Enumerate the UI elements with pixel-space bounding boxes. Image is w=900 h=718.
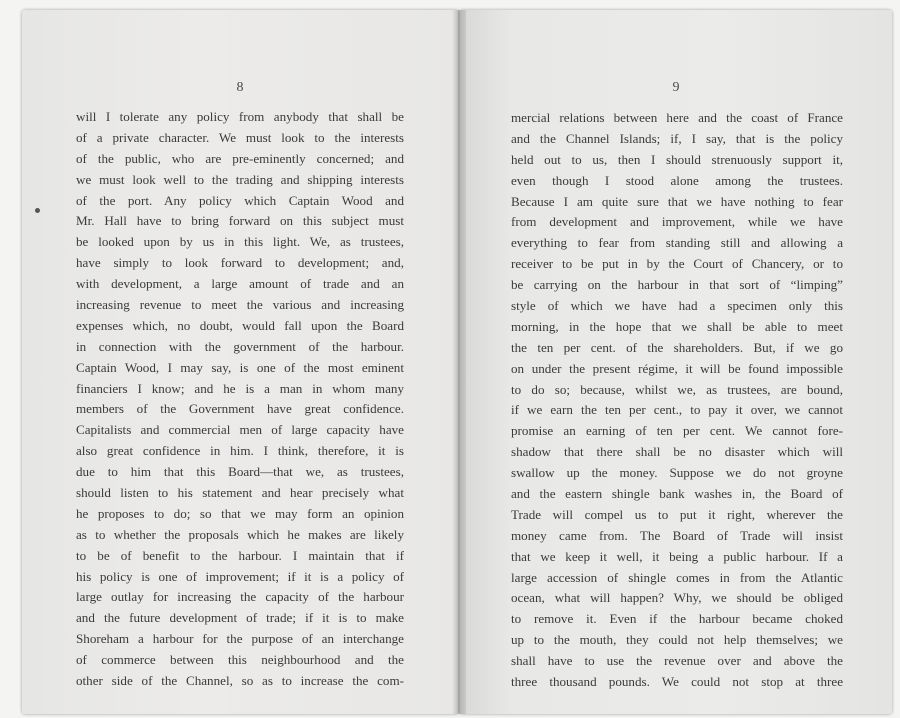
text-line: if we earn the ten per cent., to pay it over, we cannot (511, 402, 843, 418)
text-line: large accession of shingle comes in from the Atlantic (511, 569, 843, 585)
page-number: 8 (236, 80, 244, 95)
text-line: large outlay for increasing the capacity of the harbour (76, 589, 404, 605)
text-line: due to him that this Board—that we, as trustees, (76, 464, 404, 480)
text-line: he proposes to do; so that we may form an opinion (76, 505, 404, 521)
text-line: everything to fear from standing still and allowing a (511, 235, 843, 251)
text-line: and the Channel Islands; if, I say, that is the policy (511, 130, 843, 146)
text-line: and the future development of trade; if it is to make (76, 610, 404, 626)
text-line: increasing revenue to meet the various and increasing (76, 297, 404, 313)
text-line: of the port. Any policy which Captain Wood and (76, 192, 404, 208)
text-line: style of which we have had a specimen only this (511, 298, 843, 314)
text-line: also great confidence in him. I think, therefore, it is (76, 443, 404, 459)
text-line: shall have to use the revenue over and above the (511, 653, 843, 669)
text-line: we must look well to the trading and shipping interests (76, 171, 404, 187)
text-line: with development, a large amount of trade and an (76, 276, 404, 292)
text-line: expenses which, no doubt, would fall upon the Board (76, 317, 404, 333)
text-line: that we keep it well, it being a public harbour. If a (511, 548, 843, 564)
paper-mark (35, 208, 40, 213)
text-line: from development and improvement, while we have (511, 214, 843, 230)
text-line: of commerce between this neighbourhood and the (76, 652, 404, 668)
text-line: Shoreham a harbour for the purpose of an interchange (76, 631, 404, 647)
text-line: other side of the Channel, so as to increase the com- (76, 673, 404, 689)
text-line: Capitalists and commercial men of large capacity have (76, 422, 404, 438)
text-line: receiver to be put in by the Court of Chancery, or to (511, 256, 843, 272)
page-text (76, 107, 404, 692)
text-line: members of the Government have great confidence. (76, 401, 404, 417)
text-line: to remove it. Even if the harbour became choked (511, 611, 843, 627)
text-line: Because I am quite sure that we have nothing to fear (511, 193, 843, 209)
text-line: of the public, who are pre-eminently concerned; and (76, 150, 404, 166)
text-line: ocean, what will happen? Why, we should be obliged (511, 590, 843, 606)
page-text (511, 108, 843, 693)
left-page (22, 10, 458, 714)
text-line: to be of benefit to the harbour. I maintain that if (76, 547, 404, 563)
text-line: should listen to his statement and hear precisely what (76, 485, 404, 501)
right-page (460, 10, 892, 714)
text-line: as to whether the proposals which he makes are likely (76, 526, 404, 542)
book-gutter (452, 10, 466, 714)
text-line: held out to us, then I should strenuously support it, (511, 151, 843, 167)
text-line: shadow that there shall be no disaster which will (511, 444, 843, 460)
text-line: the ten per cent. of the shareholders. But, if we go (511, 339, 843, 355)
text-line: money came from. The Board of Trade will insist (511, 527, 843, 543)
text-line: Captain Wood, I may say, is one of the most eminent (76, 359, 404, 375)
text-line: have simply to look forward to development; and, (76, 255, 404, 271)
text-line: up to the mouth, they could not help themselves; we (511, 632, 843, 648)
text-line: to do so; because, whilst we, as trustees, are bound, (511, 381, 843, 397)
text-line: will I tolerate any policy from anybody that shall be (76, 109, 404, 124)
page-number: 9 (672, 80, 680, 95)
text-line: on under the present régime, it will be found impossible (511, 360, 843, 376)
text-line: financiers I know; and he is a man in whom many (76, 380, 404, 396)
text-line: be carrying on the harbour in that sort of “limping” (511, 277, 843, 293)
text-line: and the eastern shingle bank washes in, the Board of (511, 486, 843, 502)
text-line: Trade will compel us to put it right, wherever the (511, 506, 843, 522)
text-line: morning, in the hope that we shall be able to meet (511, 318, 843, 334)
text-line: swallow up the money. Suppose we do not groyne (511, 465, 843, 481)
text-line: of a private character. We must look to the interests (76, 129, 404, 145)
text-line: promise an earning of ten per cent. We cannot fore- (511, 423, 843, 439)
text-line: Mr. Hall have to bring forward on this subject must (76, 213, 404, 229)
text-line: three thousand pounds. We could not stop at three (511, 674, 843, 690)
text-line: in connection with the government of the harbour. (76, 338, 404, 354)
text-line: even though I stood alone among the trustees. (511, 172, 843, 188)
text-line: mercial relations between here and the coast of France (511, 110, 843, 125)
text-line: his policy is one of improvement; if it is a policy of (76, 568, 404, 584)
text-line: be looked upon by us in this light. We, as trustees, (76, 234, 404, 250)
